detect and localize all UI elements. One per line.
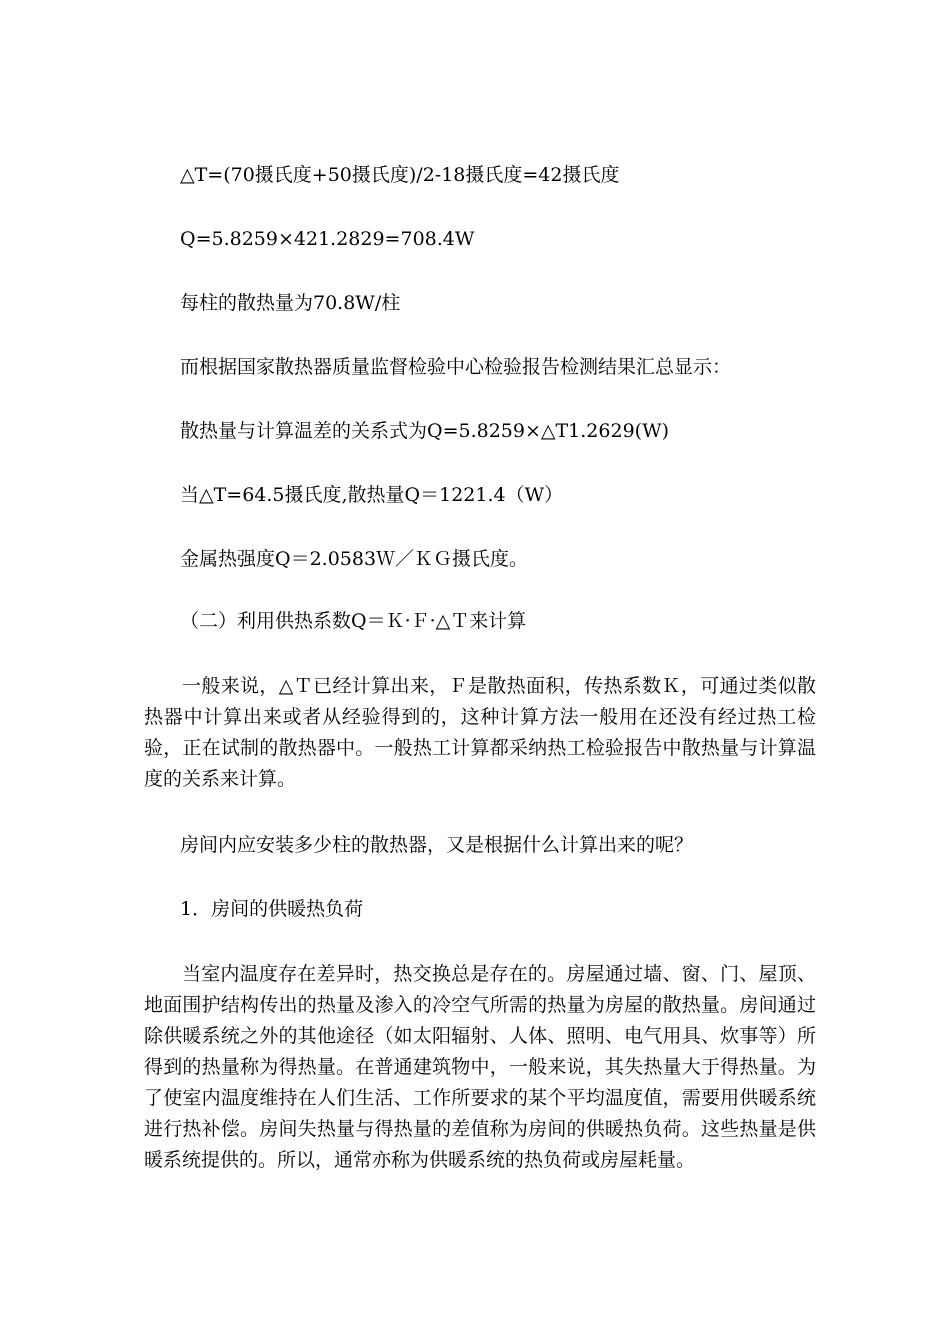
formula-q-value: Q=5.8259×421.2829=708.4W (180, 228, 475, 250)
heading-heating-load: 1．房间的供暖热负荷 (180, 898, 364, 920)
formula-relation: 散热量与计算温差的关系式为Q=5.8259×△T1.2629(W) (180, 420, 670, 442)
question-line: 房间内应安装多少柱的散热器，又是根据什么计算出来的呢？ (180, 834, 694, 856)
heat-per-column: 每柱的散热量为70.8W/柱 (180, 292, 401, 314)
paragraph-heating-load: 当室内温度存在差异时，热交换总是存在的。房屋通过墙、窗、门、屋顶、地面围护结构传出的热量及渗入的冷空气所需的热量为房屋的散热量。房间通过除供暖系统之外的其他途径（如太阳辐射、人体、照明、电气用具、炊事等）所得到的热量称为得热量。在普通建筑物中，一般来说，其失热量大于得热量。为了使室内温度维持在人们生活、工作所要求的某个平均温度值，需要用供暖系统进行热补偿。房间失热量与得热量的差值称为房间的供暖热负荷。这些热量是供暖系统提供的。所以，通常亦称为供暖系统的热负荷或房屋耗量。 (144, 963, 816, 1171)
section-heading-2: （二）利用供热系数Q＝Ｋ·Ｆ·△Ｔ来计算 (180, 610, 527, 632)
metal-heat-intensity: 金属热强度Q＝2.0583Ｗ／ＫＧ摄氏度。 (180, 548, 529, 570)
test-report-intro: 而根据国家散热器质量监督检验中心检验报告检测结果汇总显示： (180, 356, 732, 378)
formula-delta-t: △T=(70摄氏度+50摄氏度)/2-18摄氏度=42摄氏度 (180, 164, 620, 186)
heat-at-64-5: 当△T=64.5摄氏度,散热量Q＝1221.4（W） (180, 484, 564, 506)
paragraph-calculation-method: 一般来说，△Ｔ已经计算出来，Ｆ是散热面积，传热系数Ｋ，可通过类似散热器中计算出来或者从经验得到的，这种计算方法一般用在还没有经过热工检验，正在试制的散热器中。一般热工计算都采纳热工检验报告中散热量与计算温度的关系来计算。 (144, 675, 816, 790)
